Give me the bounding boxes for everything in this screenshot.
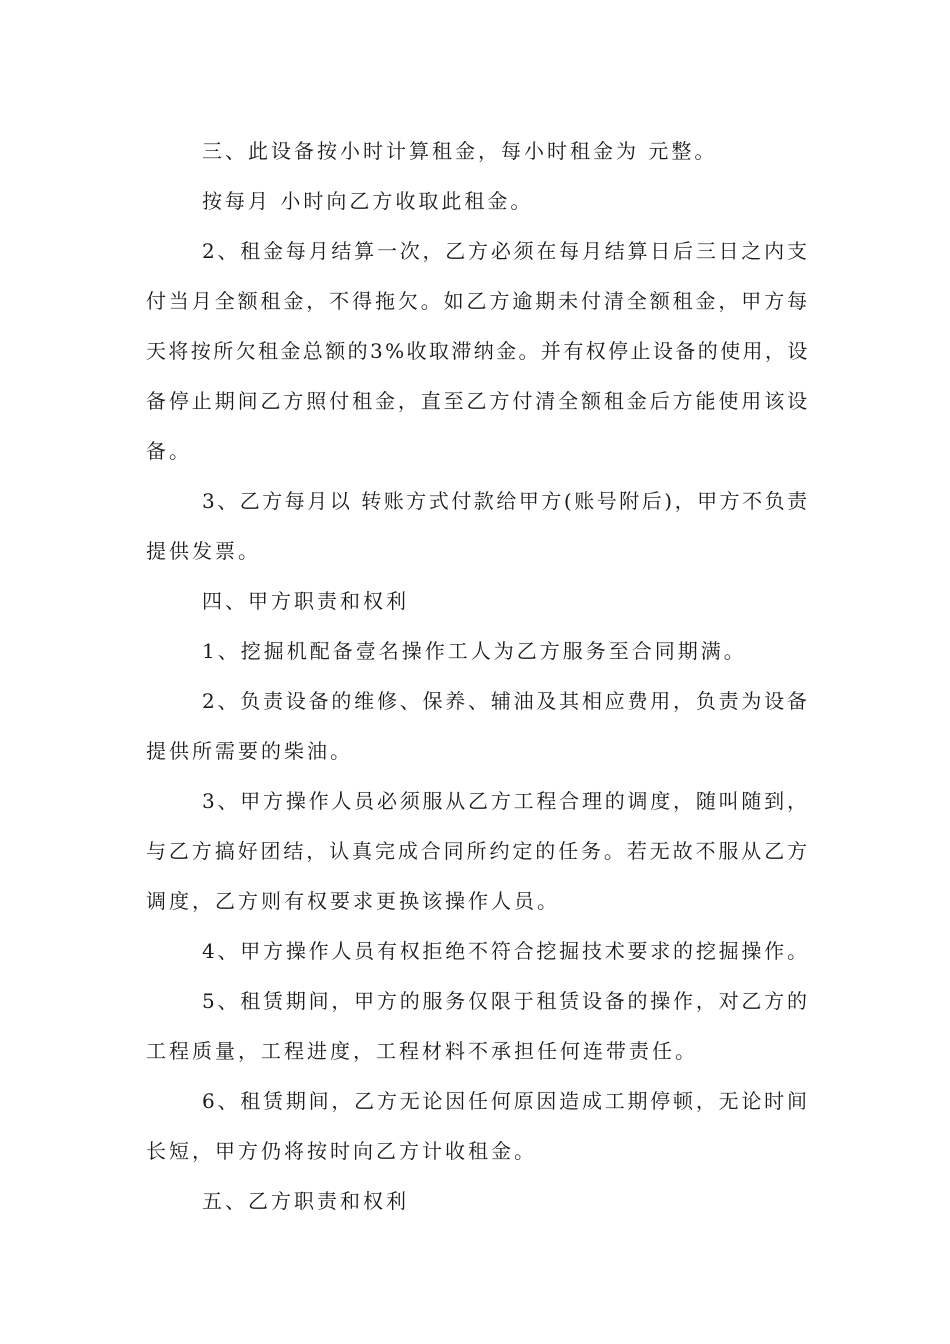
- paragraph-line: 2、负责设备的维修、保养、辅油及其相应费用，负责为设备: [202, 689, 810, 713]
- paragraph-line: 1、挖掘机配备壹名操作工人为乙方服务至合同期满。: [202, 639, 747, 663]
- paragraph-line: 调度，乙方则有权要求更换该操作人员。: [146, 889, 560, 913]
- paragraph-line: 与乙方搞好团结，认真完成合同所约定的任务。若无故不服从乙方: [146, 839, 810, 863]
- paragraph-line: 3、乙方每月以 转账方式付款给甲方(账号附后)，甲方不负责: [202, 489, 810, 513]
- paragraph-line: 3、甲方操作人员必须服从乙方工程合理的调度，随叫随到，: [202, 789, 810, 813]
- paragraph-line: 长短，甲方仍将按时向乙方计收租金。: [146, 1139, 537, 1163]
- paragraph-line: 工程质量，工程进度，工程材料不承担任何连带责任。: [146, 1039, 698, 1063]
- paragraph-line: 提供所需要的柴油。: [146, 739, 353, 763]
- paragraph-line: 2、租金每月结算一次，乙方必须在每月结算日后三日之内支: [202, 239, 810, 263]
- paragraph-line: 备。: [146, 439, 192, 463]
- paragraph-line: 6、租赁期间，乙方无论因任何原因造成工期停顿，无论时间: [202, 1089, 810, 1113]
- paragraph-line: 备停止期间乙方照付租金，直至乙方付清全额租金后方能使用该设: [146, 389, 810, 413]
- paragraph-line: 天将按所欠租金总额的3%收取滞纳金。并有权停止设备的使用，设: [146, 339, 810, 363]
- paragraph-line: 按每月 小时向乙方收取此租金。: [202, 189, 534, 213]
- paragraph-line: 4、甲方操作人员有权拒绝不符合挖掘技术要求的挖掘操作。: [202, 939, 810, 963]
- paragraph-line: 5、租赁期间，甲方的服务仅限于租赁设备的操作，对乙方的: [202, 989, 810, 1013]
- section-4-heading: 四、甲方职责和权利: [202, 589, 409, 613]
- paragraph-line: 提供发票。: [146, 539, 261, 563]
- section-5-heading: 五、乙方职责和权利: [202, 1189, 409, 1213]
- paragraph-line: 付当月全额租金，不得拖欠。如乙方逾期未付清全额租金，甲方每: [146, 289, 810, 313]
- section-3-rent-heading: 三、此设备按小时计算租金，每小时租金为 元整。: [202, 139, 718, 163]
